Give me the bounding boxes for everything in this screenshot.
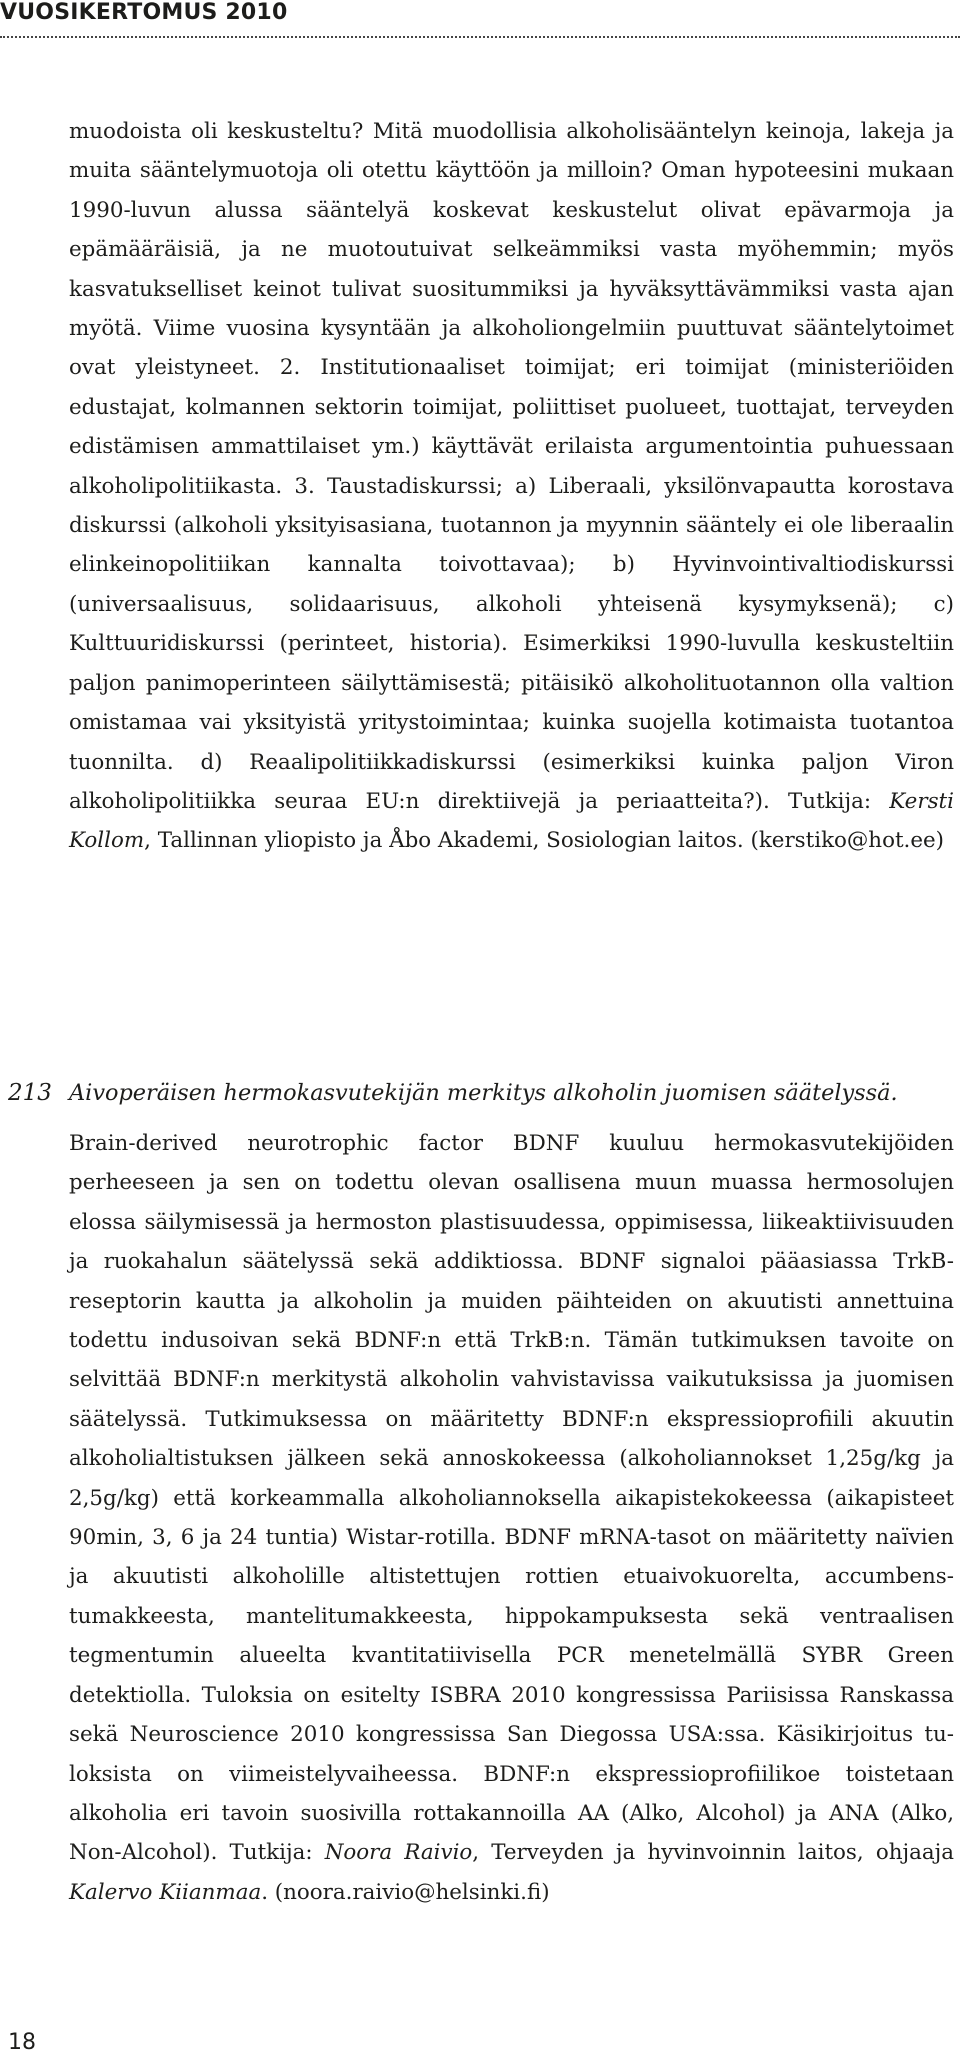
paragraph-1-text-a: muodoista oli keskusteltu? Mitä muodollisia alkoholisääntelyn keinoja, lakeja ja muita sääntelymuotoja oli otettu käyttöön ja milloin? Oman hypoteesini mukaan 1990-luvun alussa sääntelyä koskevat keskustelut olivat epävarmoja ja epämääräisiä, ja ne muotoutuivat selkeämmiksi vasta myöhemmin; myös kasvatukselliset keinot tulivat suositummiksi ja hyväksyttävämmiksi vasta ajan myötä. Viime vuosina kysyntään ja alkoholiongelmiin puuttuvat sääntelytoimet ovat yleistyneet. 2. Institutionaaliset toimijat; eri toimijat (ministeriöiden edustajat, kolmannen sektorin toimijat, poliittiset puolueet, tuottajat, terveyden edistämisen ammattilaiset ym.) käyttävät erilaista argumentointia puhuessaan alkoholipolitiikasta. 3. Taustadiskurssi; a) Liberaali, yksilönvapautta korostava diskurssi (alkoholi yksityisasiana, tuotannon ja myynnin sääntely ei ole liberaalin elinkeinopolitiikan kannalta toivottavaa); b) Hyvinvointivaltiodiskurssi (universaalisuus, solidaarisuus, alkoholi yhteisenä kysymyksenä); c) Kulttuuridiskurssi (perinteet, historia). Esimerkiksi 1990-luvulla keskusteltiin paljon panimoperinteen säilyttämisestä; pitäisikö alkoholituotannon olla valtion omistamaa vai yksityistä yritystoimintaa; kuinka suojella kotimaista tuotantoa tuonnilta. d) Reaalipolitiikkadiskurssi (esimerkiksi kuinka paljon Viron alkoholipolitiikka seuraa EU:n direktiivejä ja periaatteita?). Tutkija: (69, 119, 954, 814)
paragraph-2-text-b: , Terveyden ja hyvinvoinnin laitos, ohjaaja (472, 1840, 955, 1866)
supervisor-name: Kalervo Kiianmaa (69, 1879, 262, 1905)
paragraph-continued (69, 112, 954, 861)
entry-title: Aivoperäisen hermokasvutekijän merkitys alkoholin juomisen säätelyssä. (69, 1080, 898, 1106)
page-number: 18 (8, 2030, 36, 2055)
paragraph-2-text-c: . (noora.raivio@helsinki.fi) (261, 1879, 550, 1905)
entry-number: 213 (8, 1080, 52, 1106)
researcher-name: Noora Raivio (324, 1840, 473, 1866)
paragraph-2-text-a: Brain-derived neurotrophic factor BDNF kuuluu hermokasvutekijöiden perheeseen ja sen on todettu olevan osallisena muun muassa hermosolujen elossa säilymisessä ja hermoston plastisuudessa, oppimisessa, liikeaktiivisuuden ja ruokahalun säätelyssä sekä addiktiossa. BDNF signaloi pääasiassa TrkB-reseptorin kautta ja alkoholin ja muiden päihteiden on akuutisti annettuina todettu indusoivan sekä BDNF:n että TrkB:n. Tämän tutkimuksen tavoite on selvittää BDNF:n merkitystä alkoholin vahvistavissa vaikutuksissa ja juomisen säätelyssä. Tutkimuksessa on määritetty BDNF:n ekspressioprofiili akuutin alkoholialtistuksen jälkeen sekä annoskokeessa (alkoholiannokset 1,25g/kg ja 2,5g/kg) että korkeammalla alkoholiannoksella aikapistekokeessa (aikapisteet 90min, 3, 6 ja 24 tuntia) Wistar-rotilla. BDNF mRNA-tasot on määritetty naïvien ja akuutisti alkoholille altistettujen rottien etuaivokuorelta, accumbens-tumakkeesta, mantelitumakkeesta, hippokampuksesta sekä ventraalisen tegmentumin alueelta kvantitatiivisella PCR menetelmällä SYBR Green detektiolla. Tuloksia on esitelty ISBRA 2010 kongressissa Pariisissa Ranskassa sekä Neuroscience 2010 kongressissa San Diegossa USA:ssa. Käsikirjoitus tuloksista on viimeistelyvaiheessa. BDNF:n ekspressioprofiilikoe toistetaan alkoholia eri tavoin suosivilla rottakannoilla AA (Alko, Alcohol) ja ANA (Alko, Non-Alcohol). Tutkija: (69, 1131, 954, 1866)
header-divider (0, 36, 960, 38)
running-header: VUOSIKERTOMUS 2010 (0, 0, 288, 25)
entry-abstract (69, 1124, 954, 1912)
paragraph-1-text-b: , Tallinnan yliopisto ja Åbo Akademi, Sosiologian laitos. (kerstiko@hot.ee) (144, 828, 945, 854)
researcher-name: Kersti Kollom (69, 788, 954, 854)
